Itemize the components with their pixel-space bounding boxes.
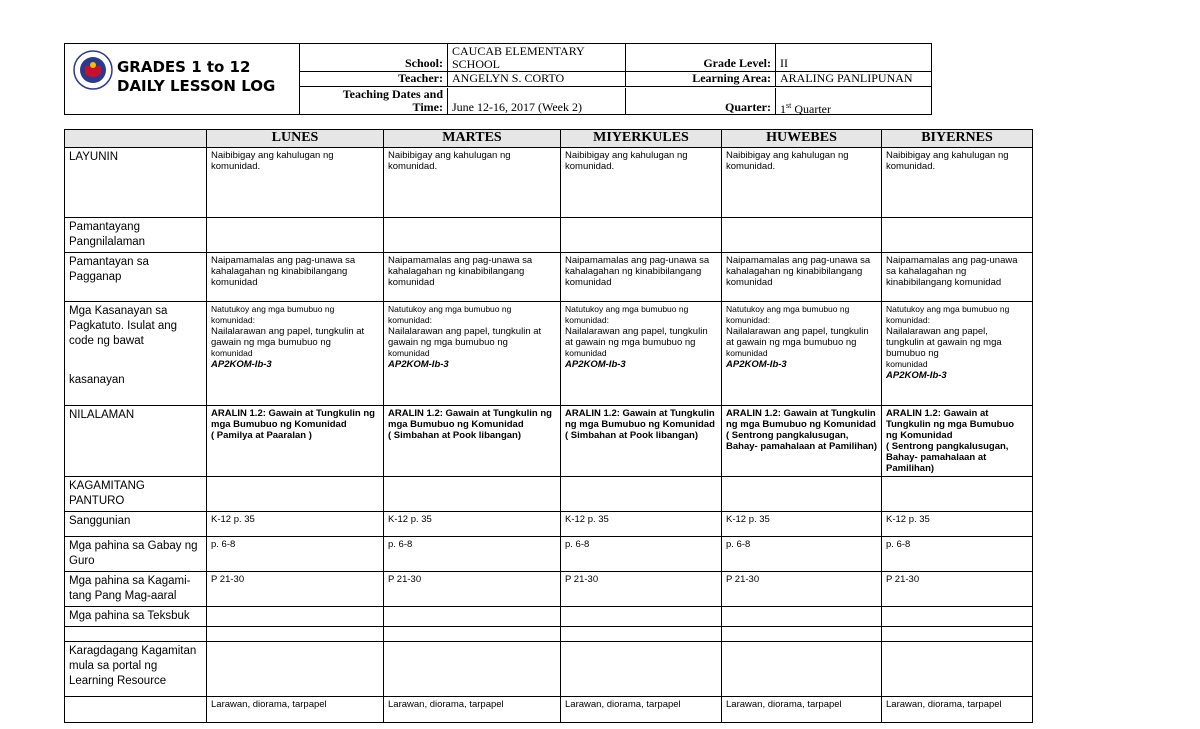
table-cell bbox=[207, 477, 384, 512]
dates-label-line1: Teaching Dates and bbox=[342, 87, 443, 101]
table-cell bbox=[384, 477, 561, 512]
skill-line: Nailalarawan ang papel, tungkulin at gawain ng mga bumubuo ng bbox=[886, 326, 1002, 359]
row-blank bbox=[65, 627, 1033, 642]
table-cell bbox=[882, 627, 1033, 642]
label-line: kasanayan bbox=[69, 374, 125, 386]
skill-line: Natutukoy ang mga bumubuo ng komunidad: bbox=[565, 304, 689, 325]
aralin-topic: ( Sentrong pangkalusugan, Bahay- pamahalaan at Pamilihan) bbox=[886, 441, 1009, 474]
table-cell bbox=[722, 627, 882, 642]
aralin-title: ARALIN 1.2: Gawain at Tungkulin ng mga Bumubuo ng Komunidad bbox=[211, 408, 375, 430]
row-pagganap bbox=[65, 253, 1033, 302]
table-cell bbox=[384, 302, 561, 406]
skill-line: komunidad bbox=[726, 348, 768, 358]
skill-line: Natutukoy ang mga bumubuo ng komunidad: bbox=[388, 304, 512, 325]
aralin-topic: ( Simbahan at Pook libangan) bbox=[388, 430, 522, 441]
table-cell bbox=[722, 302, 882, 406]
row-label bbox=[65, 302, 207, 406]
row-label bbox=[65, 627, 207, 642]
title-line-1: GRADES 1 to 12 bbox=[117, 58, 251, 76]
table-cell bbox=[384, 642, 561, 697]
skill-code: AP2KOM-Ib-3 bbox=[388, 359, 449, 370]
label-line: Pagkatuto. Isulat ang bbox=[69, 320, 178, 332]
row-label bbox=[65, 218, 207, 253]
table-cell bbox=[882, 302, 1033, 406]
table-cell bbox=[722, 406, 882, 477]
deped-seal-icon bbox=[73, 50, 113, 90]
quarter-word: Quarter bbox=[791, 102, 831, 116]
table-cell: Naibibigay ang kahulugan ng komunidad. bbox=[882, 148, 1033, 218]
corner-cell bbox=[65, 130, 207, 148]
table-cell bbox=[384, 627, 561, 642]
table-cell bbox=[882, 607, 1033, 627]
skill-line: komunidad bbox=[211, 348, 253, 358]
table-cell bbox=[561, 627, 722, 642]
row-label bbox=[65, 697, 207, 723]
table-cell: p. 6-8 bbox=[384, 537, 561, 572]
table-cell: p. 6-8 bbox=[882, 537, 1033, 572]
aralin-title: ARALIN 1.2: Gawain at Tungkulin ng mga Bumubuo ng Komunidad bbox=[565, 408, 715, 430]
row-kagamitang-pang bbox=[65, 572, 1033, 607]
table-cell: Naipamamalas ang pag-unawa sa kahalagahan ng kinabibilangang komunidad bbox=[561, 253, 722, 302]
row-label: Karagdagang Kagamitan mula sa portal ng Learning Resource bbox=[65, 642, 207, 697]
row-karagdagang bbox=[65, 642, 1033, 697]
table-cell bbox=[384, 218, 561, 253]
table-cell: p. 6-8 bbox=[722, 537, 882, 572]
row-label: LAYUNIN bbox=[65, 148, 207, 218]
dates-label bbox=[300, 88, 448, 114]
skill-line: komunidad bbox=[388, 348, 430, 358]
table-cell: Larawan, diorama, tarpapel bbox=[207, 697, 384, 723]
day-header: BIYERNES bbox=[882, 130, 1033, 148]
table-cell bbox=[561, 302, 722, 406]
table-cell bbox=[207, 642, 384, 697]
label-line: Pangnilalaman bbox=[69, 236, 146, 248]
row-nilalaman bbox=[65, 406, 1033, 477]
school-value-line1: CAUCAB ELEMENTARY bbox=[452, 44, 585, 58]
logo-title-box bbox=[65, 44, 300, 114]
table-cell bbox=[384, 607, 561, 627]
day-header: LUNES bbox=[207, 130, 384, 148]
table-cell: P 21-30 bbox=[882, 572, 1033, 607]
header-fields bbox=[300, 44, 932, 114]
table-cell bbox=[207, 406, 384, 477]
table-cell: P 21-30 bbox=[384, 572, 561, 607]
aralin-title: ARALIN 1.2: Gawain at Tungkulin ng mga Bumubuo ng Komunidad bbox=[388, 408, 552, 430]
table-cell: Naibibigay ang kahulugan ng komunidad. bbox=[384, 148, 561, 218]
skill-line: Natutukoy ang mga bumubuo ng komunidad: bbox=[886, 304, 1010, 325]
aralin-topic: ( Simbahan at Pook libangan) bbox=[565, 430, 699, 441]
table-cell: Naibibigay ang kahulugan ng komunidad. bbox=[561, 148, 722, 218]
skill-line: Nailalarawan ang papel, tungkulin at gawain ng mga bumubuo ng bbox=[388, 326, 542, 348]
row-iba-pang-kagamitan bbox=[65, 697, 1033, 723]
table-cell bbox=[561, 218, 722, 253]
skill-code: AP2KOM-Ib-3 bbox=[211, 359, 272, 370]
table-cell bbox=[561, 477, 722, 512]
skill-line: Natutukoy ang mga bumubuo ng komunidad: bbox=[211, 304, 335, 325]
table-cell: Larawan, diorama, tarpapel bbox=[561, 697, 722, 723]
table-cell: Naibibigay ang kahulugan ng komunidad. bbox=[722, 148, 882, 218]
table-cell: Larawan, diorama, tarpapel bbox=[882, 697, 1033, 723]
title-line-2: DAILY LESSON LOG bbox=[117, 77, 276, 95]
dates-value: June 12-16, 2017 (Week 2) bbox=[448, 88, 626, 114]
quarter-label: Quarter: bbox=[626, 88, 776, 114]
table-cell: Naipamamalas ang pag-unawa sa kahalagahan ng kinabibilangang komunidad bbox=[207, 253, 384, 302]
skill-code: AP2KOM-Ib-3 bbox=[726, 359, 787, 370]
row-label: Mga pahina sa Gabay ng Guro bbox=[65, 537, 207, 572]
table-cell: p. 6-8 bbox=[561, 537, 722, 572]
table-cell bbox=[882, 642, 1033, 697]
lesson-log-table bbox=[64, 129, 1033, 723]
skill-line: komunidad bbox=[886, 359, 928, 369]
skill-line: komunidad bbox=[565, 348, 607, 358]
table-cell bbox=[722, 642, 882, 697]
grade-value: II bbox=[780, 56, 788, 70]
table-cell bbox=[207, 627, 384, 642]
learning-area-value: ARALING PANLIPUNAN bbox=[780, 71, 913, 85]
day-header: MIYERKULES bbox=[561, 130, 722, 148]
table-cell bbox=[722, 218, 882, 253]
row-label: Pamantayan sa Pagganap bbox=[65, 253, 207, 302]
skill-line: Nailalarawan ang papel, tungkulin at gawain ng mga bumubuo ng bbox=[211, 326, 365, 348]
label-line: code ng bawat bbox=[69, 335, 144, 347]
teacher-value: ANGELYN S. CORTO bbox=[448, 72, 626, 86]
table-cell bbox=[207, 302, 384, 406]
table-cell: P 21-30 bbox=[722, 572, 882, 607]
row-kasanayan bbox=[65, 302, 1033, 406]
table-cell: Naibibigay ang kahulugan ng komunidad. bbox=[207, 148, 384, 218]
table-cell bbox=[722, 607, 882, 627]
table-cell bbox=[561, 607, 722, 627]
table-cell bbox=[384, 406, 561, 477]
grade-label: Grade Level: bbox=[626, 44, 776, 71]
table-cell: p. 6-8 bbox=[207, 537, 384, 572]
table-cell: K-12 p. 35 bbox=[207, 512, 384, 537]
learning-area-label: Learning Area: bbox=[626, 72, 776, 86]
row-label: Mga pahina sa Teksbuk bbox=[65, 607, 207, 627]
table-cell bbox=[561, 406, 722, 477]
table-cell bbox=[207, 607, 384, 627]
day-header: HUWEBES bbox=[722, 130, 882, 148]
row-label: KAGAMITANG PANTURO bbox=[65, 477, 207, 512]
school-label: School: bbox=[300, 44, 448, 71]
table-cell bbox=[207, 218, 384, 253]
row-teksbuk bbox=[65, 607, 1033, 627]
table-cell: Naipamamalas ang pag-unawa sa kahalagahan ng kinabibilangang komunidad bbox=[384, 253, 561, 302]
teacher-label: Teacher: bbox=[300, 72, 448, 86]
school-value-line2: SCHOOL bbox=[452, 57, 501, 71]
table-cell bbox=[722, 477, 882, 512]
row-label: NILALAMAN bbox=[65, 406, 207, 477]
table-cell: K-12 p. 35 bbox=[882, 512, 1033, 537]
table-cell: Naipamamalas ang pag-unawa sa kahalagahan ng kinabibilangang komunidad bbox=[722, 253, 882, 302]
log-title bbox=[117, 58, 275, 96]
row-label: Sanggunian bbox=[65, 512, 207, 537]
day-header-row bbox=[65, 130, 1033, 148]
day-header: MARTES bbox=[384, 130, 561, 148]
table-cell: Larawan, diorama, tarpapel bbox=[384, 697, 561, 723]
label-line: Pamantayang bbox=[69, 221, 140, 233]
skill-code: AP2KOM-Ib-3 bbox=[886, 370, 947, 381]
row-kagamitan bbox=[65, 477, 1033, 512]
skill-line: Nailalarawan ang papel, tungkulin at gawain ng mga bumubuo ng bbox=[565, 326, 708, 348]
table-cell bbox=[882, 218, 1033, 253]
skill-line: Natutukoy ang mga bumubuo ng komunidad: bbox=[726, 304, 850, 325]
table-cell: K-12 p. 35 bbox=[561, 512, 722, 537]
table-cell: K-12 p. 35 bbox=[722, 512, 882, 537]
table-cell bbox=[561, 642, 722, 697]
table-cell bbox=[882, 477, 1033, 512]
row-sanggunian bbox=[65, 512, 1033, 537]
table-cell: Larawan, diorama, tarpapel bbox=[722, 697, 882, 723]
quarter-value bbox=[776, 88, 932, 114]
quarter-number: 1 bbox=[780, 102, 786, 116]
table-cell: P 21-30 bbox=[207, 572, 384, 607]
header-block bbox=[64, 43, 932, 115]
skill-line: Nailalarawan ang papel, tungkulin at gawain ng mga bumubuo ng bbox=[726, 326, 869, 348]
aralin-title: ARALIN 1.2: Gawain at Tungkulin ng mga Bumubuo ng Komunidad bbox=[726, 408, 876, 430]
skill-code: AP2KOM-Ib-3 bbox=[565, 359, 626, 370]
aralin-title: ARALIN 1.2: Gawain at Tungkulin ng mga Bumubuo ng Komunidad bbox=[886, 408, 1015, 441]
table-cell: P 21-30 bbox=[561, 572, 722, 607]
table-cell: Naipamamalas ang pag-unawa sa kahalagahan ng kinabibilangang komunidad bbox=[882, 253, 1033, 302]
table-cell bbox=[882, 406, 1033, 477]
aralin-topic: ( Pamilya at Paaralan ) bbox=[211, 430, 312, 441]
row-label: Mga pahina sa Kagami-tang Pang Mag-aaral bbox=[65, 572, 207, 607]
table-cell: K-12 p. 35 bbox=[384, 512, 561, 537]
aralin-topic: ( Sentrong pangkalusugan, Bahay- pamahalaan at Pamilihan) bbox=[726, 430, 877, 452]
school-value bbox=[448, 44, 626, 71]
row-pamantayang bbox=[65, 218, 1033, 253]
quarter-suffix: st bbox=[786, 101, 792, 110]
row-layunin bbox=[65, 148, 1033, 218]
dates-label-line2: Time: bbox=[412, 100, 443, 114]
row-gabay bbox=[65, 537, 1033, 572]
label-line: Mga Kasanayan sa bbox=[69, 305, 168, 317]
